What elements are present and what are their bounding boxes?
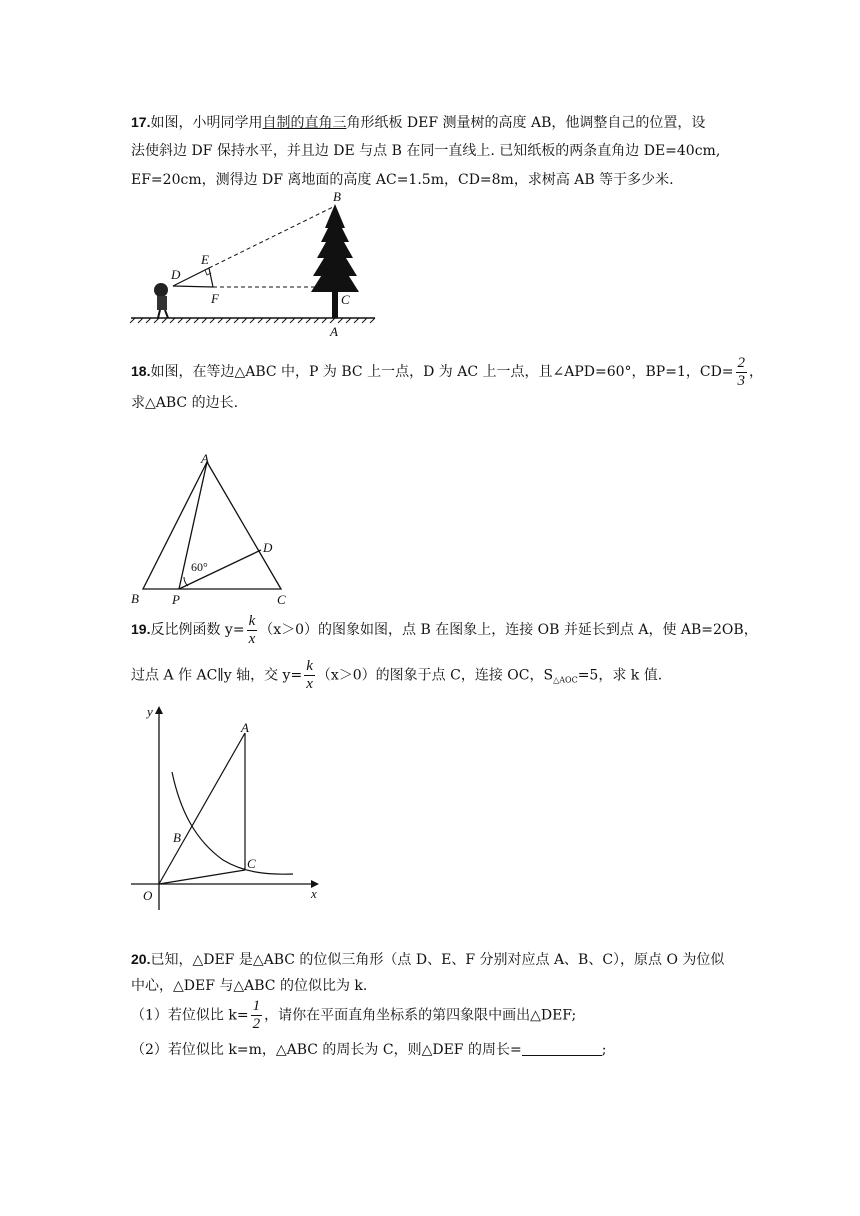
fraction-denominator: x bbox=[306, 676, 313, 692]
label-b: B bbox=[173, 830, 181, 845]
q19-number: 19. bbox=[131, 621, 151, 637]
q17-text-underlined: 自制的直角三 bbox=[262, 115, 347, 131]
fraction-numerator: 2 bbox=[737, 354, 746, 371]
label-c: C bbox=[247, 856, 256, 871]
tree-figure bbox=[311, 204, 359, 318]
q20-part1-text-a: （1）若位似比 k= bbox=[131, 1007, 249, 1024]
label-d: D bbox=[263, 540, 273, 555]
fraction-denominator: x bbox=[248, 630, 256, 647]
q18-text-tail: ， bbox=[749, 364, 764, 380]
label-e: E bbox=[201, 252, 209, 267]
q18-number: 18. bbox=[131, 363, 151, 379]
q17-text-1b: 角形纸板 DEF 测量树的高度 AB，他调整自己的位置，设 bbox=[346, 115, 706, 131]
q20-line-2: 中心，△DEF 与△ABC 的位似比为 k. bbox=[131, 978, 368, 994]
fraction-numerator: 1 bbox=[252, 998, 261, 1014]
q19-text-2a: 过点 A 作 AC∥y 轴，交 y= bbox=[131, 667, 303, 684]
label-a: A bbox=[241, 720, 249, 735]
q20-part1-text-b: ，请你在平面直角坐标系的第四象限中画出△DEF; bbox=[264, 1007, 577, 1024]
label-x: x bbox=[311, 886, 317, 901]
q20-line-1 bbox=[131, 949, 724, 970]
label-p: P bbox=[172, 592, 180, 607]
label-f: F bbox=[211, 291, 219, 306]
label-b: B bbox=[333, 189, 341, 204]
fraction-denominator: 3 bbox=[737, 372, 746, 389]
q19-text-1b: （x＞0）的图象如图，点 B 在图象上，连接 OB 并延长到点 A，使 AB=2OB， bbox=[259, 622, 758, 638]
q17-figure bbox=[125, 188, 385, 338]
q17-line-1 bbox=[131, 112, 705, 133]
fraction-denominator: 2 bbox=[252, 1016, 261, 1032]
label-o: O bbox=[143, 888, 153, 903]
label-a: A bbox=[201, 451, 209, 466]
q17-text-1a: 如图，小明同学用 bbox=[150, 115, 263, 131]
q18-figure bbox=[125, 450, 305, 610]
q17-number: 17. bbox=[131, 114, 151, 130]
q20-part-2 bbox=[131, 1040, 606, 1060]
q19-line-1 bbox=[131, 612, 758, 648]
q18-line-2: 求△ABC 的边长. bbox=[131, 395, 239, 411]
q17-line-2: 法使斜边 DF 保持水平，并且边 DE 与点 B 在同一直线上. 已知纸板的两条直角边 DE=40cm, bbox=[131, 143, 721, 159]
q18-line-1 bbox=[131, 354, 763, 390]
q19-text-2c: =5，求 k 值. bbox=[577, 667, 663, 684]
fraction-k-over-x bbox=[247, 613, 258, 648]
label-c: C bbox=[341, 292, 350, 307]
q19-line-2 bbox=[131, 658, 662, 698]
label-c: C bbox=[277, 592, 286, 607]
fraction-numerator: k bbox=[248, 612, 256, 629]
label-d: D bbox=[171, 267, 181, 282]
q17-line-3: EF=20cm，测得边 DF 离地面的高度 AC=1.5m，CD=8m，求树高 AB 等于多少米. bbox=[131, 172, 674, 188]
fraction-two-thirds bbox=[736, 355, 748, 390]
q19-text-1a: 反比例函数 y= bbox=[150, 622, 245, 638]
q18-text-1: 如图，在等边△ABC 中，P 为 BC 上一点，D 为 AC 上一点，且∠APD=60°，BP=1，CD= bbox=[150, 364, 734, 380]
q20-part2-text-a: （2）若位似比 k=m，△ABC 的周长为 C，则△DEF 的周长= bbox=[131, 1042, 522, 1058]
label-y: y bbox=[147, 704, 153, 719]
angle-label: 60° bbox=[191, 560, 208, 574]
fraction-one-half bbox=[251, 998, 263, 1033]
q19-text-2b: （x＞0）的图象于点 C，连接 OC，S bbox=[316, 667, 554, 684]
q20-text-1: 已知，△DEF 是△ABC 的位似三角形（点 D、E、F 分别对应点 A、B、C），原点 O 为位似 bbox=[150, 952, 725, 968]
fraction-numerator: k bbox=[306, 658, 313, 674]
label-a: A bbox=[330, 324, 338, 339]
fraction-k-over-x bbox=[304, 658, 315, 693]
area-subscript: △AOC bbox=[553, 675, 578, 685]
q20-number: 20. bbox=[131, 951, 151, 967]
label-b: B bbox=[131, 591, 139, 606]
answer-blank[interactable] bbox=[522, 1041, 602, 1056]
person-figure bbox=[154, 283, 168, 318]
q19-figure bbox=[125, 700, 335, 910]
q20-part-1 bbox=[131, 998, 576, 1033]
q20-part2-text-b: ; bbox=[601, 1042, 607, 1058]
